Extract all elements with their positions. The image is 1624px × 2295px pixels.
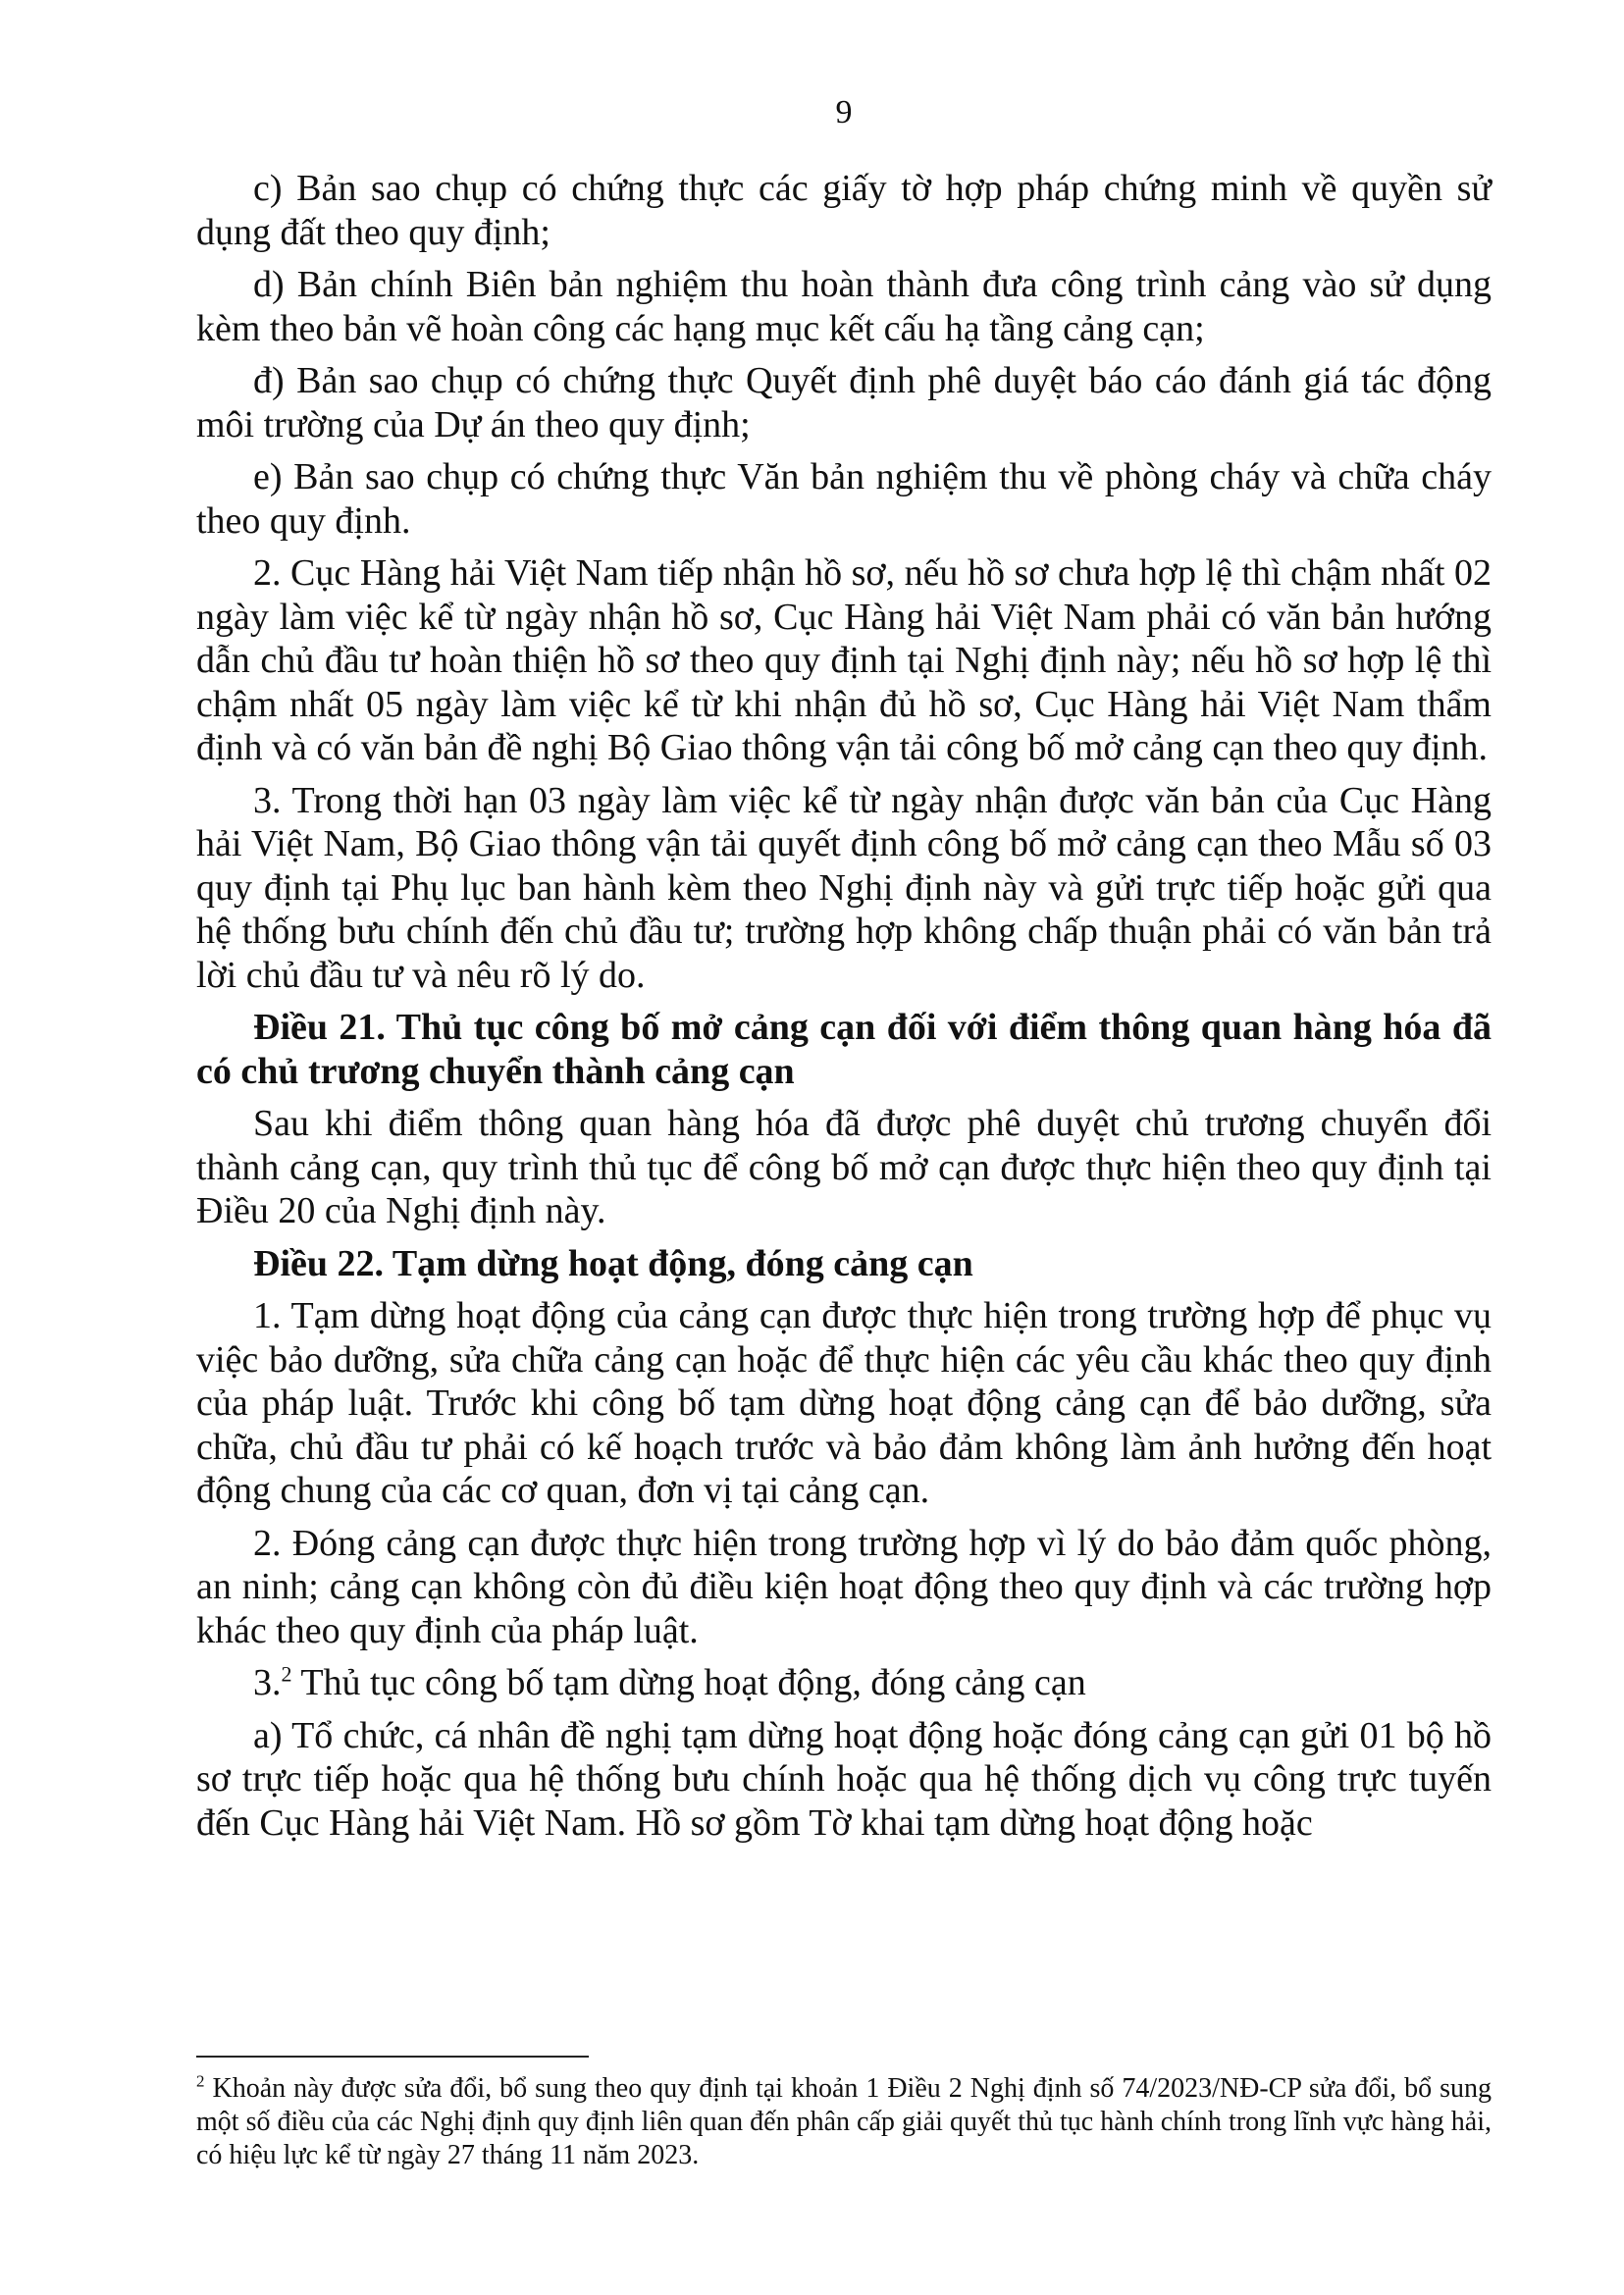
paragraph-article-22-item-a: a) Tổ chức, cá nhân đề nghị tạm dừng hoạt động hoặc đóng cảng cạn gửi 01 bộ hồ sơ trực tiếp hoặc qua hệ thống bưu chính hoặc qua hệ thống dịch vụ công trực tuyến đến Cục Hàng hải Việt Nam. Hồ sơ gồm Tờ khai tạm dừng hoạt động hoặc — [196, 1714, 1492, 1844]
article-22-title: Điều 22. Tạm dừng hoạt động, đóng cảng cạn — [253, 1242, 973, 1284]
footnote-reference[interactable]: 2 — [281, 1661, 292, 1687]
paragraph-article-22-clause-2: 2. Đóng cảng cạn được thực hiện trong trường hợp vì lý do bảo đảm quốc phòng, an ninh; cảng cạn không còn đủ điều kiện hoạt động theo quy định và các trường hợp khác theo quy định của pháp luật. — [196, 1522, 1492, 1651]
footnote-marker: 2 — [196, 2071, 205, 2091]
clause-number: 3. — [253, 1662, 282, 1703]
page-number: 9 — [835, 94, 853, 130]
paragraph-item-d: d) Bản chính Biên bản nghiệm thu hoàn thành đưa công trình cảng vào sử dụng kèm theo bản vẽ hoàn công các hạng mục kết cấu hạ tầng cảng cạn; — [196, 264, 1492, 349]
paragraph-clause-2: 2. Cục Hàng hải Việt Nam tiếp nhận hồ sơ, nếu hồ sơ chưa hợp lệ thì chậm nhất 02 ngày làm việc kể từ ngày nhận hồ sơ, Cục Hàng hải Việt Nam phải có văn bản hướng dẫn chủ đầu tư hoàn thiện hồ sơ theo quy định tại Nghị định này; nếu hồ sơ hợp lệ thì chậm nhất 05 ngày làm việc kể từ khi nhận đủ hồ sơ, Cục Hàng hải Việt Nam thẩm định và có văn bản đề nghị Bộ Giao thông vận tải công bố mở cảng cạn theo quy định. — [196, 552, 1492, 768]
paragraph-article-21-body: Sau khi điểm thông quan hàng hóa đã được phê duyệt chủ trương chuyển đổi thành cảng cạn, quy trình thủ tục để công bố mở cạn được thực hiện theo quy định tại Điều 20 của Nghị định này. — [196, 1103, 1492, 1231]
document-body — [196, 167, 1492, 1853]
paragraph-item-c: c) Bản sao chụp có chứng thực các giấy tờ hợp pháp chứng minh về quyền sử dụng đất theo quy định; — [196, 168, 1492, 253]
footnote-divider — [196, 2056, 589, 2058]
paragraph-item-e: e) Bản sao chụp có chứng thực Văn bản nghiệm thu về phòng cháy và chữa cháy theo quy định. — [196, 456, 1492, 542]
paragraph-clause-3: 3. Trong thời hạn 03 ngày làm việc kể từ ngày nhận được văn bản của Cục Hàng hải Việt Nam, Bộ Giao thông vận tải quyết định công bố mở cảng cạn theo Mẫu số 03 quy định tại Phụ lục ban hành kèm theo Nghị định này và gửi trực tiếp hoặc gửi qua hệ thống bưu chính đến chủ đầu tư; trường hợp không chấp thuận phải có văn bản trả lời chủ đầu tư và nêu rõ lý do. — [196, 779, 1492, 996]
clause-heading-text: Thủ tục công bố tạm dừng hoạt động, đóng cảng cạn — [291, 1662, 1086, 1703]
paragraph-item-dd: đ) Bản sao chụp có chứng thực Quyết định phê duyệt báo cáo đánh giá tác động môi trường của Dự án theo quy định; — [196, 360, 1492, 445]
footnote — [196, 2072, 1492, 2172]
footnote-text: Khoản này được sửa đổi, bổ sung theo quy định tại khoản 1 Điều 2 Nghị định số 74/2023/NĐ-CP sửa đổi, bổ sung một số điều của các Nghị định quy định liên quan đến phân cấp giải quyết thủ tục hành chính trong lĩnh vực hàng hải, có hiệu lực kể từ ngày 27 tháng 11 năm 2023. — [196, 2073, 1492, 2170]
paragraph-article-22-clause-1: 1. Tạm dừng hoạt động của cảng cạn được thực hiện trong trường hợp để phục vụ việc bảo dưỡng, sửa chữa cảng cạn hoặc để thực hiện các yêu cầu khác theo quy định của pháp luật. Trước khi công bố tạm dừng hoạt động cảng cạn để bảo dưỡng, sửa chữa, chủ đầu tư phải có kế hoạch trước và bảo đảm không làm ảnh hưởng đến hoạt động chung của các cơ quan, đơn vị tại cảng cạn. — [196, 1295, 1492, 1511]
article-21-title: Điều 21. Thủ tục công bố mở cảng cạn đối với điểm thông quan hàng hóa đã có chủ trương chuyển thành cảng cạn — [196, 1007, 1492, 1092]
paragraph-article-22-clause-3 — [196, 1661, 1492, 1705]
